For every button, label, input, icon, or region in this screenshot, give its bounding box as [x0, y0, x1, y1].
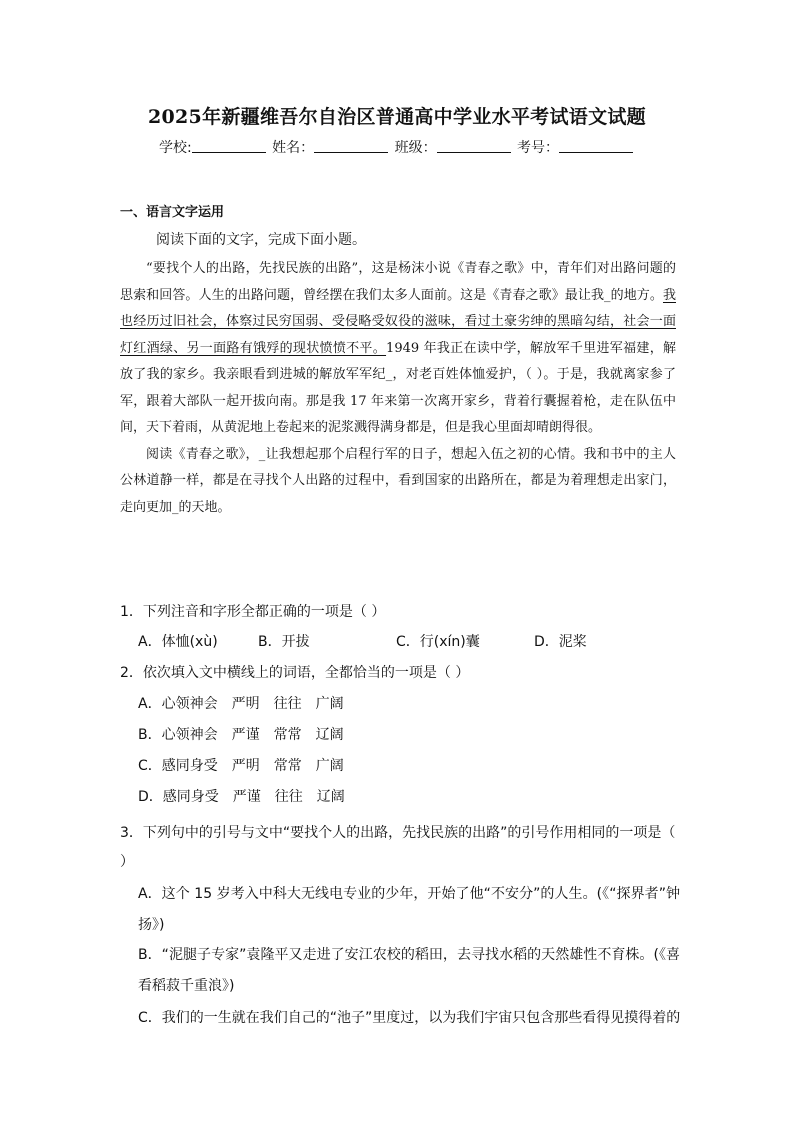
passage-paragraph-1 — [120, 256, 676, 442]
q2-d-word-4: 辽阔 — [316, 789, 345, 805]
class-blank[interactable] — [437, 138, 511, 153]
exam-no-blank[interactable] — [559, 138, 633, 153]
q2-b-word-3: 常常 — [273, 727, 302, 743]
q2-a-word-2: 严明 — [231, 696, 260, 712]
q2-c-word-2: 严明 — [231, 758, 260, 774]
q3-option-a[interactable]: A．这个 15 岁考入中科大无线电专业的少年，开始了他“不安分”的人生。(《“探界者”钟扬》) — [138, 886, 680, 933]
q1-option-c[interactable]: C．行(xín)囊 — [396, 634, 480, 650]
q3-option-c[interactable]: C．我们的一生就在我们自己的“池子”里度过，以为我们宇宙只包含那些看得见摸得着的 — [138, 1010, 680, 1026]
q3-option-b[interactable]: B．“泥腿子专家”袁隆平又走进了安江农校的稻田，去寻找水稻的天然雄性不育株。(《喜看稻菽千重浪》) — [138, 947, 680, 994]
q2-b-word-1: B．心领神会 — [138, 727, 218, 743]
q1-option-d[interactable]: D．泥桨 — [534, 634, 587, 650]
q2-d-word-2: 严谨 — [232, 789, 261, 805]
reading-instruction: 阅读下面的文字，完成下面小题。 — [156, 232, 366, 248]
question-3-stem: 3．下列句中的引号与文中“要找个人的出路，先找民族的出路”的引号作用相同的一项是（ ） — [120, 825, 676, 870]
student-info-line — [0, 137, 794, 159]
q2-option-a[interactable] — [138, 689, 678, 720]
q2-option-d[interactable] — [138, 782, 678, 813]
passage-paragraph-2: 阅读《青春之歌》，_让我想起那个启程行军的日子，想起入伍之初的心情。我和书中的主人公林道静一样，都是在寻找个人出路的过程中，看到国家的出路所在，都是为着理想走出家门，走向更加_的天地。 — [120, 446, 676, 515]
q2-c-word-3: 常常 — [273, 758, 302, 774]
q2-d-word-3: 往往 — [274, 789, 303, 805]
school-blank[interactable] — [192, 138, 266, 153]
name-blank[interactable] — [314, 138, 388, 153]
page-title: 2025年新疆维吾尔自治区普通高中学业水平考试语文试题 — [148, 106, 646, 128]
name-label: 姓名： — [272, 140, 315, 156]
q2-c-word-4: 广阔 — [315, 758, 344, 774]
q2-b-word-2: 严谨 — [231, 727, 260, 743]
q2-b-word-4: 辽阔 — [315, 727, 344, 743]
q2-c-word-1: C．感同身受 — [138, 758, 218, 774]
q2-option-c[interactable] — [138, 751, 678, 782]
passage-text-1a: “要找个人的出路，先找民族的出路”，这是杨沫小说《青春之歌》中，青年们对出路问题的思索和回答。人生的出路问题，曾经摆在我们太多人面前。这是《青春之歌》最让我_的地方。 — [120, 261, 676, 303]
q2-a-word-3: 往往 — [273, 696, 302, 712]
q1-option-b[interactable]: B．开拔 — [258, 634, 310, 650]
passage-text-1b: 1949 年我正在读中学，解放军千里进军福建，解放了我的家乡。我亲眼看到进城的解放军军纪_，对老百姓体恤爱护，（ ）。于是，我就离家参了军，跟着大部队一起开拔向南。那是我 17 年来第一次离开家乡，背着行囊握着枪，走在队伍中间，天下着雨，从黄泥地上卷起来的泥浆溅得满身都是，但是我心里面却晴朗得很。 — [120, 340, 676, 435]
q1-option-a[interactable]: A．体恤(xù) — [138, 634, 218, 650]
reading-passage — [120, 256, 676, 521]
class-label: 班级： — [394, 140, 437, 156]
q2-a-word-4: 广阔 — [315, 696, 344, 712]
section-heading: 一、语言文字运用 — [120, 205, 225, 220]
passage-underlined-sentence: 我也经历过旧社会，体察过民穷国弱、受侵略受奴役的滋味，看过土豪劣绅的黑暗勾结，社会一面灯红酒绿、另一面路有饿殍的现状愤愤不平。 — [120, 287, 676, 356]
q2-option-b[interactable] — [138, 720, 678, 751]
q2-a-word-1: A．心领神会 — [138, 696, 218, 712]
q2-d-word-1: D．感同身受 — [138, 789, 219, 805]
question-1-stem: 1．下列注音和字形全都正确的一项是（ ） — [120, 604, 386, 620]
school-label: 学校: — [158, 140, 192, 156]
question-2-stem: 2．依次填入文中横线上的词语，全都恰当的一项是（ ） — [120, 665, 470, 681]
exam-no-label: 考号： — [517, 140, 560, 156]
